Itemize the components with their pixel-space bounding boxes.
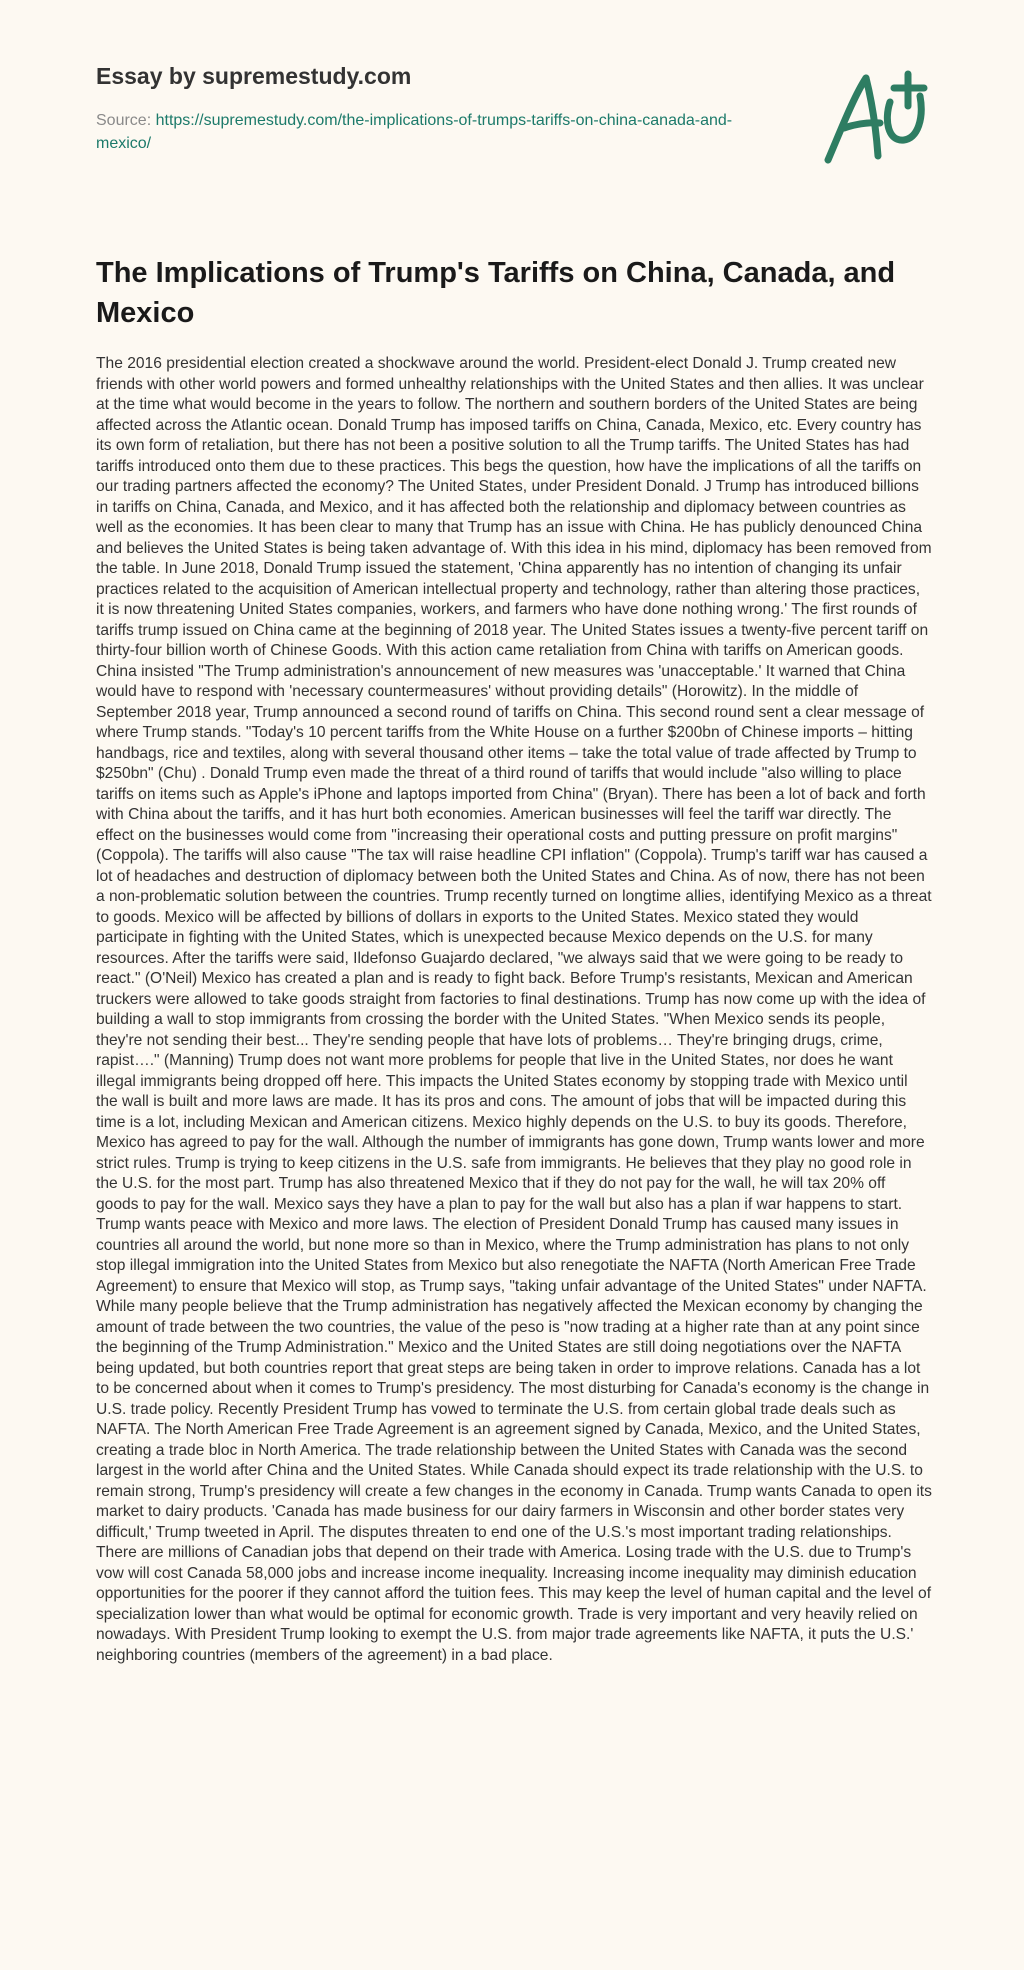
site-title: Essay by supremestudy.com — [96, 63, 412, 89]
source-label: Source: — [96, 112, 156, 129]
page-header — [96, 60, 776, 155]
essay-body: The 2016 presidential election created a shockwave around the world. President-elect Donald J. Trump created new friends with other world powers and formed unhealthy relationships with the United States and then allies. It was unclear at the time what would become in the years to follow. The northern and southern borders of the United States are being affected across the Atlantic ocean. Donald Trump has imposed tariffs on China, Canada, Mexico, etc. Every country has its own form of retaliation, but there has not been a positive solution to all the Trump tariffs. The United States has had tariffs introduced onto them due to these practices. This begs the question, how have the implications of all the tariffs on our trading partners affected the economy? The United States, under President Donald. J Trump has introduced billions in tariffs on China, Canada, and Mexico, and it has affected both the relationship and diplomacy between countries as well as the economies. It has been clear to many that Trump has an issue with China. He has publicly denounced China and believes the United States is being taken advantage of. With this idea in his mind, diplomacy has been removed from the table. In June 2018, Donald Trump issued the statement, 'China apparently has no intention of changing its unfair practices related to the acquisition of American intellectual property and technology, rather than altering those practices, it is now threatening United States companies, workers, and farmers who have done nothing wrong.' The first rounds of tariffs trump issued on China came at the beginning of 2018 year. The United States issues a twenty-five percent tariff on thirty-four billion worth of Chinese Goods. With this action came retaliation from China with tariffs on American goods. China insisted "The Trump administration's announcement of new measures was 'unacceptable.' It warned that China would have to respond with 'necessary countermeasures' without providing details" (Horowitz). In the middle of September 2018 year, Trump announced a second round of tariffs on China. This second round sent a clear message of where Trump stands. "Today's 10 percent tariffs from the White House on a further $200bn of Chinese imports – hitting handbags, rice and textiles, along with several thousand other items – take the total value of trade affected by Trump to $250bn" (Chu) . Donald Trump even made the threat of a third round of tariffs that would include "also willing to place tariffs on items such as Apple's iPhone and laptops imported from China" (Bryan). There has been a lot of back and forth with China about the tariffs, and it has hurt both economies. American businesses will feel the tariff war directly. The effect on the businesses would come from "increasing their operational costs and putting pressure on profit margins" (Coppola). The tariffs will also cause "The tax will raise headline CPI inflation" (Coppola). Trump's tariff war has caused a lot of headaches and destruction of diplomacy between both the United States and China. As of now, there has not been a non-problematic solution between the countries. Trump recently turned on longtime allies, identifying Mexico as a threat to goods. Mexico will be affected by billions of dollars in exports to the United States. Mexico stated they would participate in fighting with the United States, which is unexpected because Mexico depends on the U.S. for many resources. After the tariffs were said, Ildefonso Guajardo declared, "we always said that we were going to be ready to react." (O'Neil) Mexico has created a plan and is ready to fight back. Before Trump's resistants, Mexican and American truckers were allowed to take goods straight from factories to final destinations. Trump has now come up with the idea of building a wall to stop immigrants from crossing the border with the United States. "When Mexico sends its people, they're not sending their best... They're sending people that have lots of problems… They're bringing drugs, crime, rapist…." (Manning) Trump does not want more problems for people that live in the United States, nor does he want illegal immigrants being dropped off here. This impacts the United States economy by stopping trade with Mexico until the wall is built and more laws are made. It has its pros and cons. The amount of jobs that will be impacted during this time is a lot, including Mexican and American citizens. Mexico highly depends on the U.S. to buy its goods. Therefore, Mexico has agreed to pay for the wall. Although the number of immigrants has gone down, Trump wants lower and more strict rules. Trump is trying to keep citizens in the U.S. safe from immigrants. He believes that they play no good role in the U.S. for the most part. Trump has also threatened Mexico that if they do not pay for the wall, he will tax 20% off goods to pay for the wall. Mexico says they have a plan to pay for the wall but also has a plan if war happens to start. Trump wants peace with Mexico and more laws. The election of President Donald Trump has caused many issues in countries all around the world, but none more so than in Mexico, where the Trump administration has plans to not only stop illegal immigration into the United States from Mexico but also renegotiate the NAFTA (North American Free Trade Agreement) to ensure that Mexico will stop, as Trump says, "taking unfair advantage of the United States" under NAFTA. While many people believe that the Trump administration has negatively affected the Mexican economy by changing the amount of trade between the two countries, the value of the peso is "now trading at a higher rate than at any point since the beginning of the Trump Administration." Mexico and the United States are still doing negotiations over the NAFTA being updated, but both countries report that great steps are being taken in order to improve relations. Canada has a lot to be concerned about when it comes to Trump's presidency. The most disturbing for Canada's economy is the change in U.S. trade policy. Recently President Trump has vowed to terminate the U.S. from certain global trade deals such as NAFTA. The North American Free Trade Agreement is an agreement signed by Canada, Mexico, and the United States, creating a trade bloc in North America. The trade relationship between the United States with Canada was the second largest in the world after China and the United States. While Canada should expect its trade relationship with the U.S. to remain strong, Trump's presidency will create a few changes in the economy in Canada. Trump wants Canada to open its market to dairy products. 'Canada has made business for our dairy farmers in Wisconsin and other border states very difficult,' Trump tweeted in April. The disputes threaten to end one of the U.S.'s most important trading relationships. There are millions of Canadian jobs that depend on their trade with America. Losing trade with the U.S. due to Trump's vow will cost Canada 58,000 jobs and increase income inequality. Increasing income inequality may diminish education opportunities for the poorer if they cannot afford the tuition fees. This may keep the level of human capital and the level of specialization lower than what would be optimal for economic growth. Trade is very important and very heavily relied on nowadays. With President Trump looking to exempt the U.S. from major trade agreements like NAFTA, it puts the U.S.' neighboring countries (members of the agreement) in a bad place. — [96, 355, 932, 1664]
source-link[interactable]: https://supremestudy.com/the-implications-of-trumps-tariffs-on-china-canada-and-mexico/ — [96, 112, 733, 152]
a-plus-logo-icon — [820, 62, 930, 172]
essay-title: The Implications of Trump's Tariffs on China, Canada, and Mexico — [96, 257, 896, 329]
source-line — [96, 109, 776, 155]
